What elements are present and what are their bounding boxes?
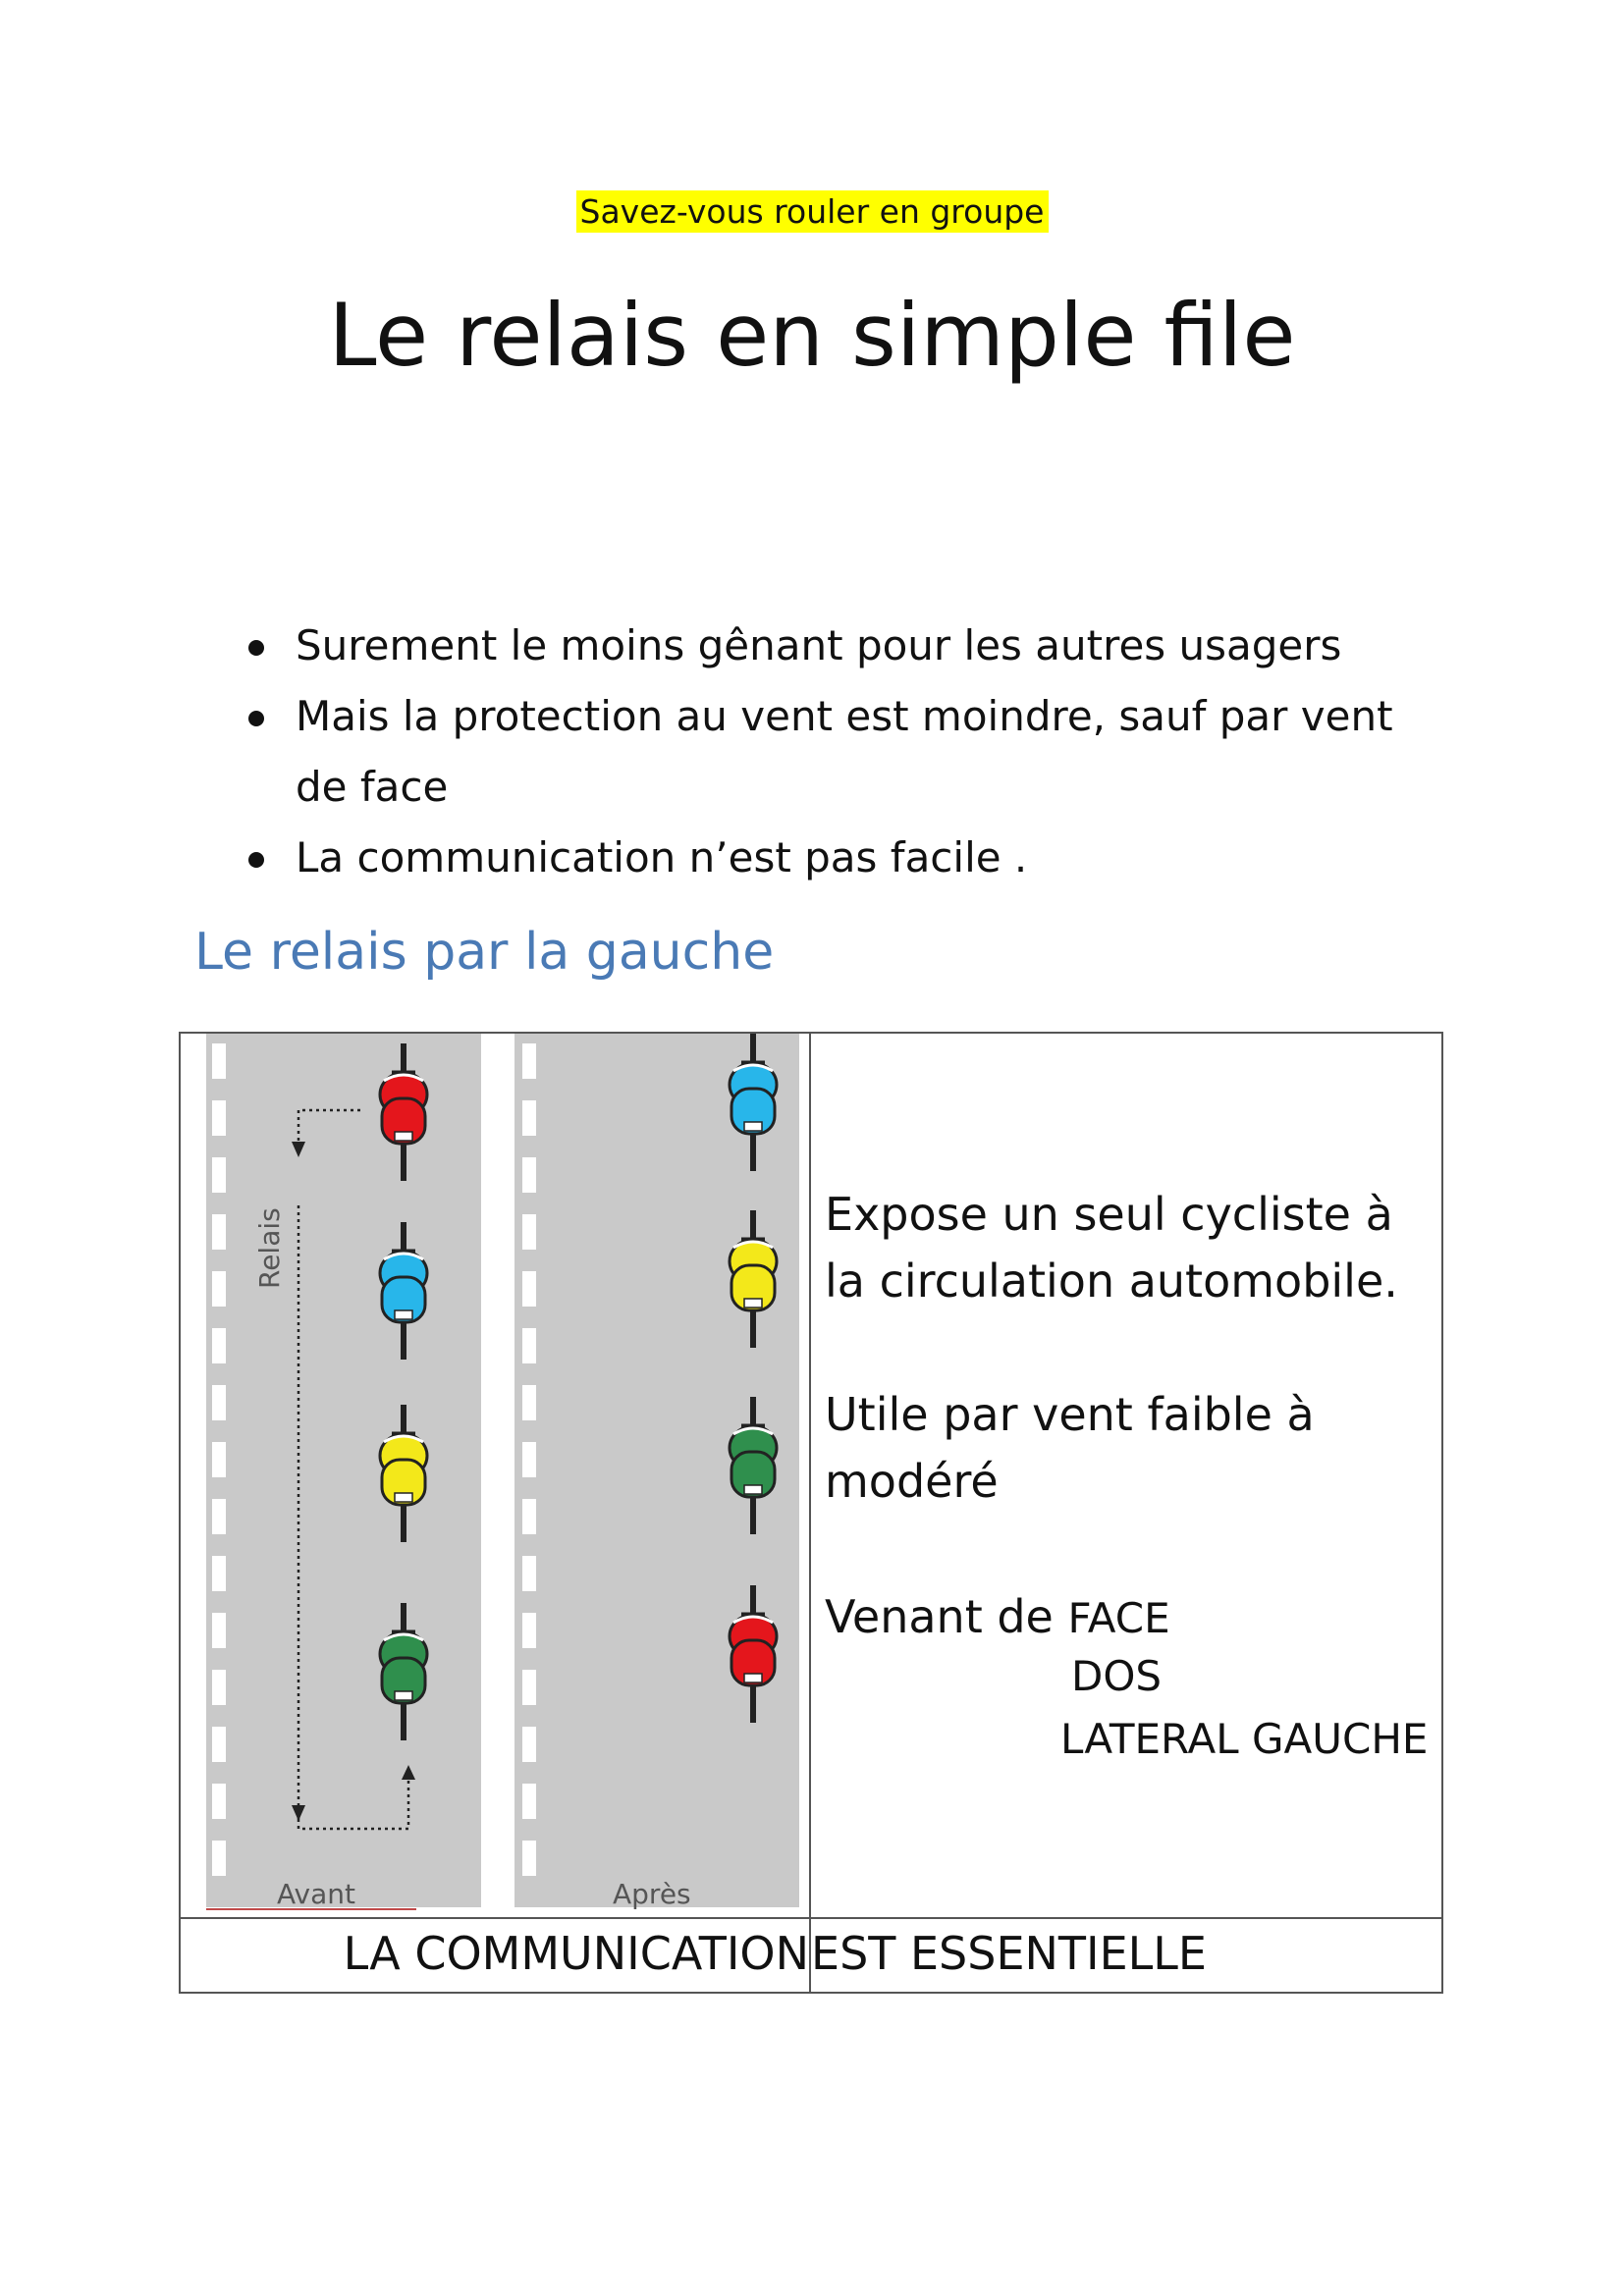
description-cell: [810, 1033, 1442, 1918]
footer-left-cell: [180, 1918, 810, 1993]
lane-dash: [522, 1100, 536, 1136]
info-table: [179, 1032, 1443, 1994]
lane-dash: [212, 1556, 226, 1591]
lane-dash: [522, 1385, 536, 1420]
bullet-list: [239, 611, 1456, 893]
lane-dash: [522, 1157, 536, 1193]
lane-markings-after: [522, 1043, 536, 1876]
page-title: Le relais en simple file: [328, 285, 1296, 386]
bullet-text: La communication n’est pas facile .: [296, 833, 1028, 881]
section-heading: Le relais par la gauche: [194, 923, 775, 982]
lane-dash: [522, 1556, 536, 1591]
footer-left-text: LA COMMUNICATION: [343, 1927, 809, 1980]
lane-dash: [212, 1328, 226, 1363]
lane-dash: [212, 1157, 226, 1193]
lane-dash: [522, 1670, 536, 1705]
lane-dash: [212, 1100, 226, 1136]
venant-line: [825, 1583, 1170, 1652]
road-before: [206, 1034, 481, 1907]
wind-option-lateral: LATERAL GAUCHE: [1060, 1715, 1429, 1763]
before-label: Avant: [277, 1878, 355, 1910]
road-gap: [481, 1034, 514, 1907]
description-line-2: Utile par vent faible à modéré: [825, 1388, 1315, 1508]
lane-markings-before: [212, 1043, 226, 1876]
relay-diagram: [181, 1034, 809, 1917]
footer-right-cell: [810, 1918, 1442, 1993]
bullet-icon: [248, 711, 264, 726]
bullet-icon: [248, 852, 264, 868]
bullet-icon: [248, 640, 264, 656]
footer-right-text: EST ESSENTIELLE: [811, 1927, 1207, 1980]
venant-prefix: Venant de: [825, 1590, 1054, 1643]
wind-option-dos: DOS: [1071, 1652, 1163, 1700]
lane-dash: [212, 1670, 226, 1705]
lane-dash: [522, 1784, 536, 1819]
description-line-1: Expose un seul cycliste à la circulation automobile.: [825, 1188, 1398, 1308]
lane-dash: [522, 1727, 536, 1762]
bullet-text: Surement le moins gênant pour les autres usagers: [296, 621, 1342, 669]
lane-dash: [212, 1442, 226, 1477]
lane-dash: [522, 1271, 536, 1307]
list-item: [239, 823, 1456, 893]
lane-dash: [522, 1442, 536, 1477]
lane-dash: [522, 1214, 536, 1250]
after-label: Après: [613, 1878, 691, 1910]
list-item: [239, 611, 1456, 681]
lane-dash: [212, 1499, 226, 1534]
lane-dash: [212, 1727, 226, 1762]
lane-dash: [522, 1043, 536, 1079]
diagram-cell: [180, 1033, 810, 1918]
lane-dash: [212, 1271, 226, 1307]
lane-dash: [212, 1043, 226, 1079]
lane-dash: [522, 1841, 536, 1876]
lane-dash: [522, 1499, 536, 1534]
lane-dash: [212, 1214, 226, 1250]
kicker-highlight: Savez-vous rouler en groupe: [576, 190, 1049, 233]
lane-dash: [522, 1328, 536, 1363]
kicker-wrap: [0, 192, 1624, 231]
lane-dash: [212, 1613, 226, 1648]
lane-dash: [522, 1613, 536, 1648]
bullet-text: Mais la protection au vent est moindre, sauf par vent de face: [296, 692, 1393, 811]
wind-option-face: FACE: [1067, 1594, 1170, 1642]
relay-label: Relais: [253, 1207, 286, 1289]
lane-dash: [212, 1385, 226, 1420]
list-item: [239, 681, 1456, 823]
lane-dash: [212, 1784, 226, 1819]
lane-dash: [212, 1841, 226, 1876]
